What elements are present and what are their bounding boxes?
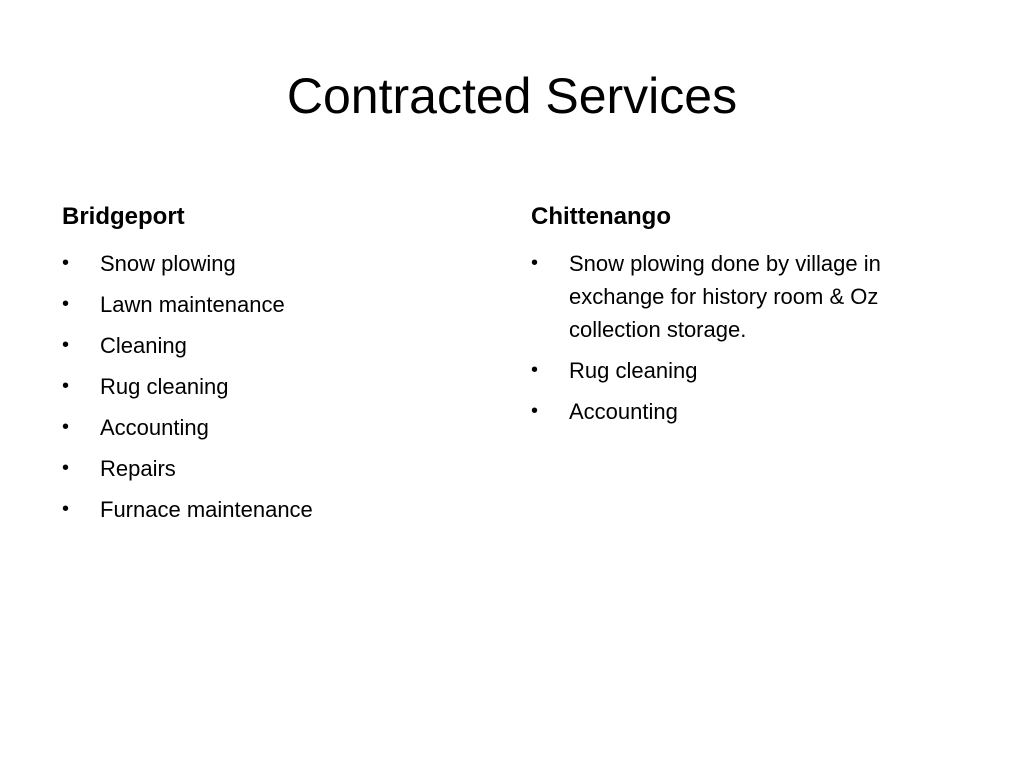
list-item-text: Furnace maintenance: [100, 497, 313, 522]
bullet-icon: •: [531, 400, 539, 422]
list-item-text: Accounting: [100, 415, 209, 440]
bullet-icon: •: [531, 252, 539, 274]
list-item: [62, 452, 462, 485]
list-item-text: Snow plowing done by village in exchange for history room & Oz collection storage.: [569, 251, 881, 342]
list-item-text: Rug cleaning: [100, 374, 229, 399]
list-item-text: Cleaning: [100, 333, 187, 358]
chittenango-heading: Chittenango: [531, 203, 671, 230]
list-item-text: Lawn maintenance: [100, 292, 285, 317]
list-item-text: Repairs: [100, 456, 176, 481]
list-item: [62, 247, 462, 280]
chittenango-column: [531, 197, 951, 436]
bullet-icon: •: [62, 293, 70, 315]
bullet-icon: •: [62, 375, 70, 397]
bullet-icon: •: [62, 252, 70, 274]
chittenango-list: [531, 247, 951, 428]
bullet-icon: •: [62, 498, 70, 520]
list-item: [531, 395, 951, 428]
bridgeport-list: [62, 247, 462, 526]
list-item: [531, 247, 951, 346]
bridgeport-heading: Bridgeport: [62, 203, 185, 230]
list-item-text: Snow plowing: [100, 251, 236, 276]
bridgeport-column: [62, 197, 462, 534]
list-item-text: Accounting: [569, 399, 678, 424]
list-item: [62, 370, 462, 403]
list-item-text: Rug cleaning: [569, 358, 698, 383]
list-item: [531, 354, 951, 387]
bullet-icon: •: [62, 334, 70, 356]
list-item: [62, 493, 462, 526]
list-item: [62, 288, 462, 321]
bullet-icon: •: [62, 416, 70, 438]
list-item: [62, 329, 462, 362]
bullet-icon: •: [531, 359, 539, 381]
bullet-icon: •: [62, 457, 70, 479]
slide-title: Contracted Services: [286, 68, 738, 124]
list-item: [62, 411, 462, 444]
